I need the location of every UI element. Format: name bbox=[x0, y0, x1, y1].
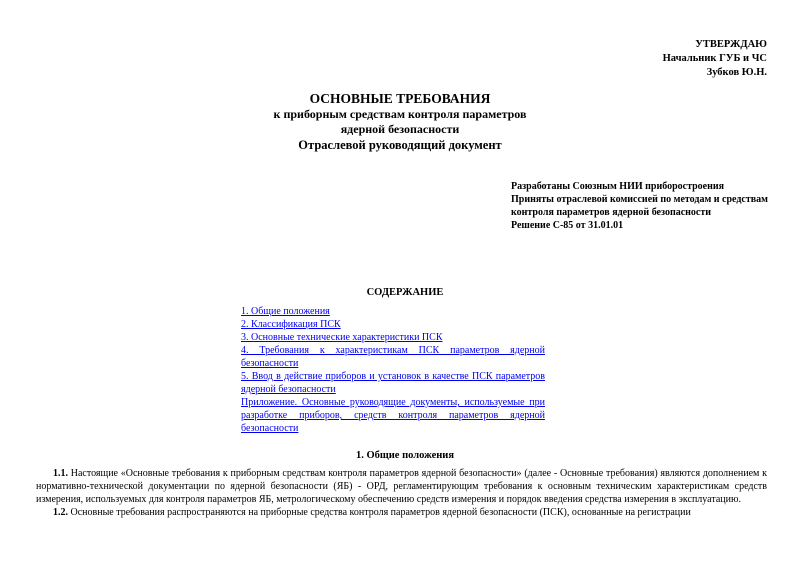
table-of-contents bbox=[241, 305, 545, 435]
document-title: ОСНОВНЫЕ ТРЕБОВАНИЯ bbox=[309, 91, 491, 106]
section-body bbox=[36, 467, 767, 519]
toc-link-appendix[interactable]: Приложение. Основные руководящие документы, используемые при разработке приборов, средств контроля параметров ядерной безопасности bbox=[241, 397, 545, 434]
developer-decision: Решение С-85 от 31.01.01 bbox=[511, 220, 624, 231]
document-subtitle-line1: к приборным средствам контроля параметров bbox=[273, 107, 527, 121]
section-title: 1. Общие положения bbox=[355, 450, 455, 461]
paragraph-number: 1.1. bbox=[53, 468, 68, 479]
developer-organization: Разработаны Союзным НИИ приборостроения bbox=[511, 181, 725, 192]
paragraph-number: 1.2. bbox=[53, 507, 68, 518]
document-type: Отраслевой руководящий документ bbox=[298, 138, 502, 152]
paragraph-text: Настоящие «Основные требования к приборным средствам контроля параметров ядерной безопасности» (далее - Основные требования) являются дополнением к нормативно-технической документации по ядерной безопасности (ЯБ) - ОРД, регламентирующим требования к основным техническим характеристикам средств измерения, используемых для контроля параметров ЯБ, метрологическому обеспечению средств измерения и порядок введения средства измерения в эксплуатацию. bbox=[36, 468, 767, 505]
approval-name: Зубков Ю.Н. bbox=[706, 67, 767, 78]
toc-link-commissioning[interactable]: 5. Ввод в действие приборов и установок в качестве ПСК параметров ядерной безопасности bbox=[241, 371, 545, 395]
approval-block bbox=[567, 38, 767, 80]
developer-block bbox=[511, 180, 771, 232]
developer-accepted-by: Приняты отраслевой комиссией по методам и средствам контроля параметров ядерной безопасности bbox=[511, 194, 768, 218]
approval-position: Начальник ГУБ и ЧС bbox=[662, 53, 767, 64]
toc-link-characteristics[interactable]: 3. Основные технические характеристики ПСК bbox=[241, 332, 443, 343]
paragraph-1-2 bbox=[36, 506, 767, 519]
toc-link-classification[interactable]: 2. Классификация ПСК bbox=[241, 319, 341, 330]
toc-heading: СОДЕРЖАНИЕ bbox=[366, 287, 444, 298]
approval-heading: УТВЕРЖДАЮ bbox=[695, 39, 767, 50]
paragraph-1-1 bbox=[36, 467, 767, 506]
toc-link-requirements[interactable]: 4. Требования к характеристикам ПСК параметров ядерной безопасности bbox=[241, 345, 545, 369]
toc-link-general[interactable]: 1. Общие положения bbox=[241, 306, 330, 317]
paragraph-text: Основные требования распространяются на приборные средства контроля параметров ядерной безопасности (ПСК), основанные на регистрации bbox=[68, 507, 691, 518]
document-title-block bbox=[210, 90, 590, 153]
document-subtitle-line2: ядерной безопасности bbox=[340, 122, 460, 136]
